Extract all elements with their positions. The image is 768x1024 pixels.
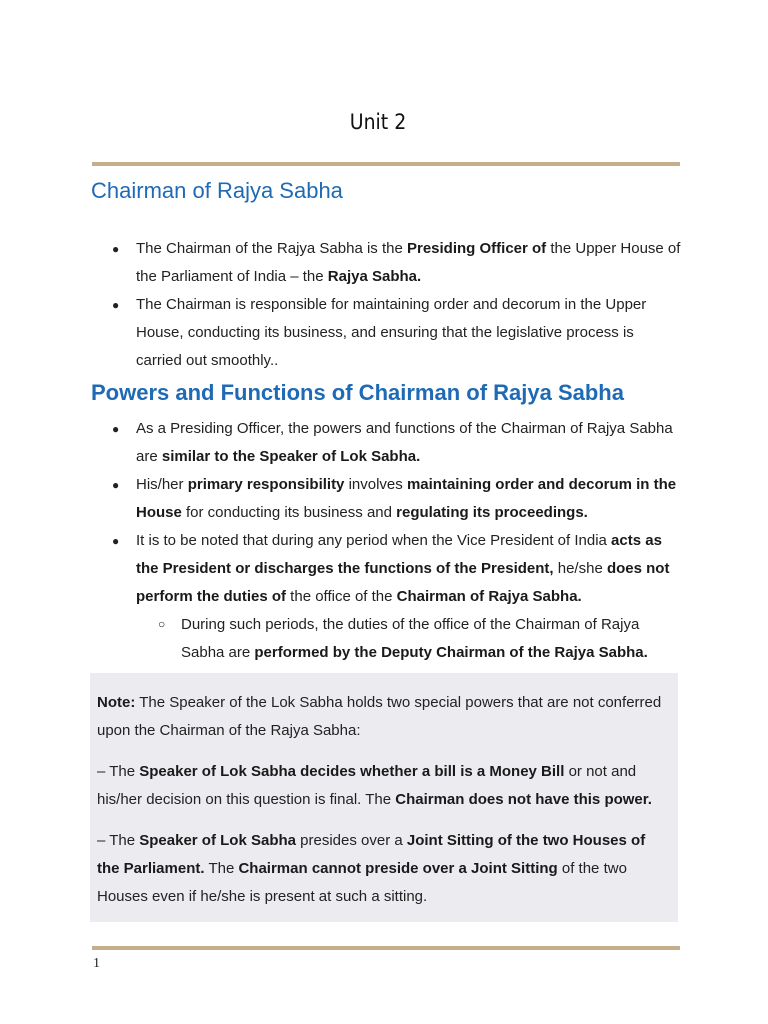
list-item	[112, 527, 682, 611]
bottom-divider	[92, 946, 680, 950]
list-item	[112, 291, 682, 375]
bullet-dot-icon: ●	[112, 242, 120, 256]
chairman-bullet-list	[112, 235, 682, 375]
list-item-text	[136, 476, 676, 521]
page-number: 1	[93, 956, 100, 971]
list-item	[112, 471, 682, 527]
sub-list-item-text	[181, 616, 648, 661]
note-paragraph	[97, 827, 670, 911]
heading-chairman-of-rajya-sabha: Chairman of Rajya Sabha	[91, 178, 343, 203]
text-run: he/she	[553, 560, 607, 577]
text-run: – The	[97, 832, 140, 849]
bold-text: performed by the Deputy Chairman of the Rajya Sabha.	[254, 644, 648, 661]
list-item-text	[136, 240, 680, 285]
text-run: – The	[97, 763, 140, 780]
bullet-dot-icon: ●	[112, 422, 120, 436]
text-run: involves	[344, 476, 407, 493]
unit-title: Unit 2	[349, 110, 407, 134]
text-run: the Upper House of the Parliament of India – the	[136, 240, 681, 285]
text-run: or not and his/her decision on this question is final. The	[97, 763, 637, 808]
bold-text: Speaker of Lok Sabha decides whether a bill is a Money Bill	[139, 763, 565, 780]
bullet-dot-icon: ●	[112, 298, 120, 312]
list-item-text	[136, 296, 646, 369]
text-run: The Chairman of the Rajya Sabha is the	[136, 240, 407, 257]
note-box	[90, 673, 678, 922]
bold-text: Speaker of Lok Sabha	[139, 832, 296, 849]
bold-text: similar to the Speaker of Lok Sabha.	[161, 448, 421, 465]
text-run: of the two Houses even if he/she is present at such a sitting.	[97, 860, 627, 905]
bold-text: Chairman does not have this power.	[395, 791, 652, 808]
text-run: the office of the	[286, 588, 397, 605]
bullet-dot-icon: ●	[112, 478, 120, 492]
bold-text: Rajya Sabha.	[327, 268, 422, 285]
bold-text: Presiding Officer of	[406, 240, 547, 257]
list-item-text	[136, 420, 673, 465]
bold-text: acts as the President or discharges the functions of the President,	[136, 532, 662, 577]
top-divider	[92, 162, 680, 166]
bullet-dot-icon: ●	[112, 534, 120, 548]
text-run: for conducting its business and	[181, 504, 397, 521]
bold-text: Joint Sitting of the two Houses of the Parliament.	[97, 832, 646, 877]
text-run: The Speaker of the Lok Sabha holds two special powers that are not conferred upon the Chairman of the Rajya Sabha:	[97, 694, 662, 739]
text-run: As a Presiding Officer, the powers and functions of the Chairman of Rajya Sabha are	[136, 420, 673, 465]
list-item-text	[136, 532, 669, 605]
text-run: During such periods, the duties of the office of the Chairman of Rajya Sabha are	[181, 616, 640, 661]
note-paragraph	[97, 758, 670, 814]
text-run: His/her	[136, 476, 188, 493]
powers-bullet-list	[112, 415, 682, 667]
bold-text: primary responsibility	[187, 476, 345, 493]
bold-text: does not perform the duties of	[136, 560, 670, 605]
text-run: The Chairman is responsible for maintaining order and decorum in the Upper House, conducting its business, and ensuring that the legislative process is carried out smoothly..	[136, 296, 647, 369]
bold-text: Chairman cannot preside over a Joint Sitting	[238, 860, 558, 877]
bold-text: Note:	[97, 694, 136, 711]
list-item	[112, 415, 682, 471]
bullet-circle-icon: ○	[158, 617, 166, 631]
bold-text: Chairman of Rajya Sabha.	[396, 588, 582, 605]
list-item	[112, 235, 682, 291]
bold-text: regulating its proceedings.	[396, 504, 588, 521]
bold-text: maintaining order and decorum in the House	[136, 476, 677, 521]
text-run: It is to be noted that during any period when the Vice President of India	[136, 532, 612, 549]
heading-powers-and-functions: Powers and Functions of Chairman of Rajya Sabha	[91, 380, 624, 405]
sub-list-item	[136, 611, 682, 667]
note-paragraph	[97, 689, 670, 745]
text-run: presides over a	[295, 832, 407, 849]
text-run: The	[204, 860, 239, 877]
